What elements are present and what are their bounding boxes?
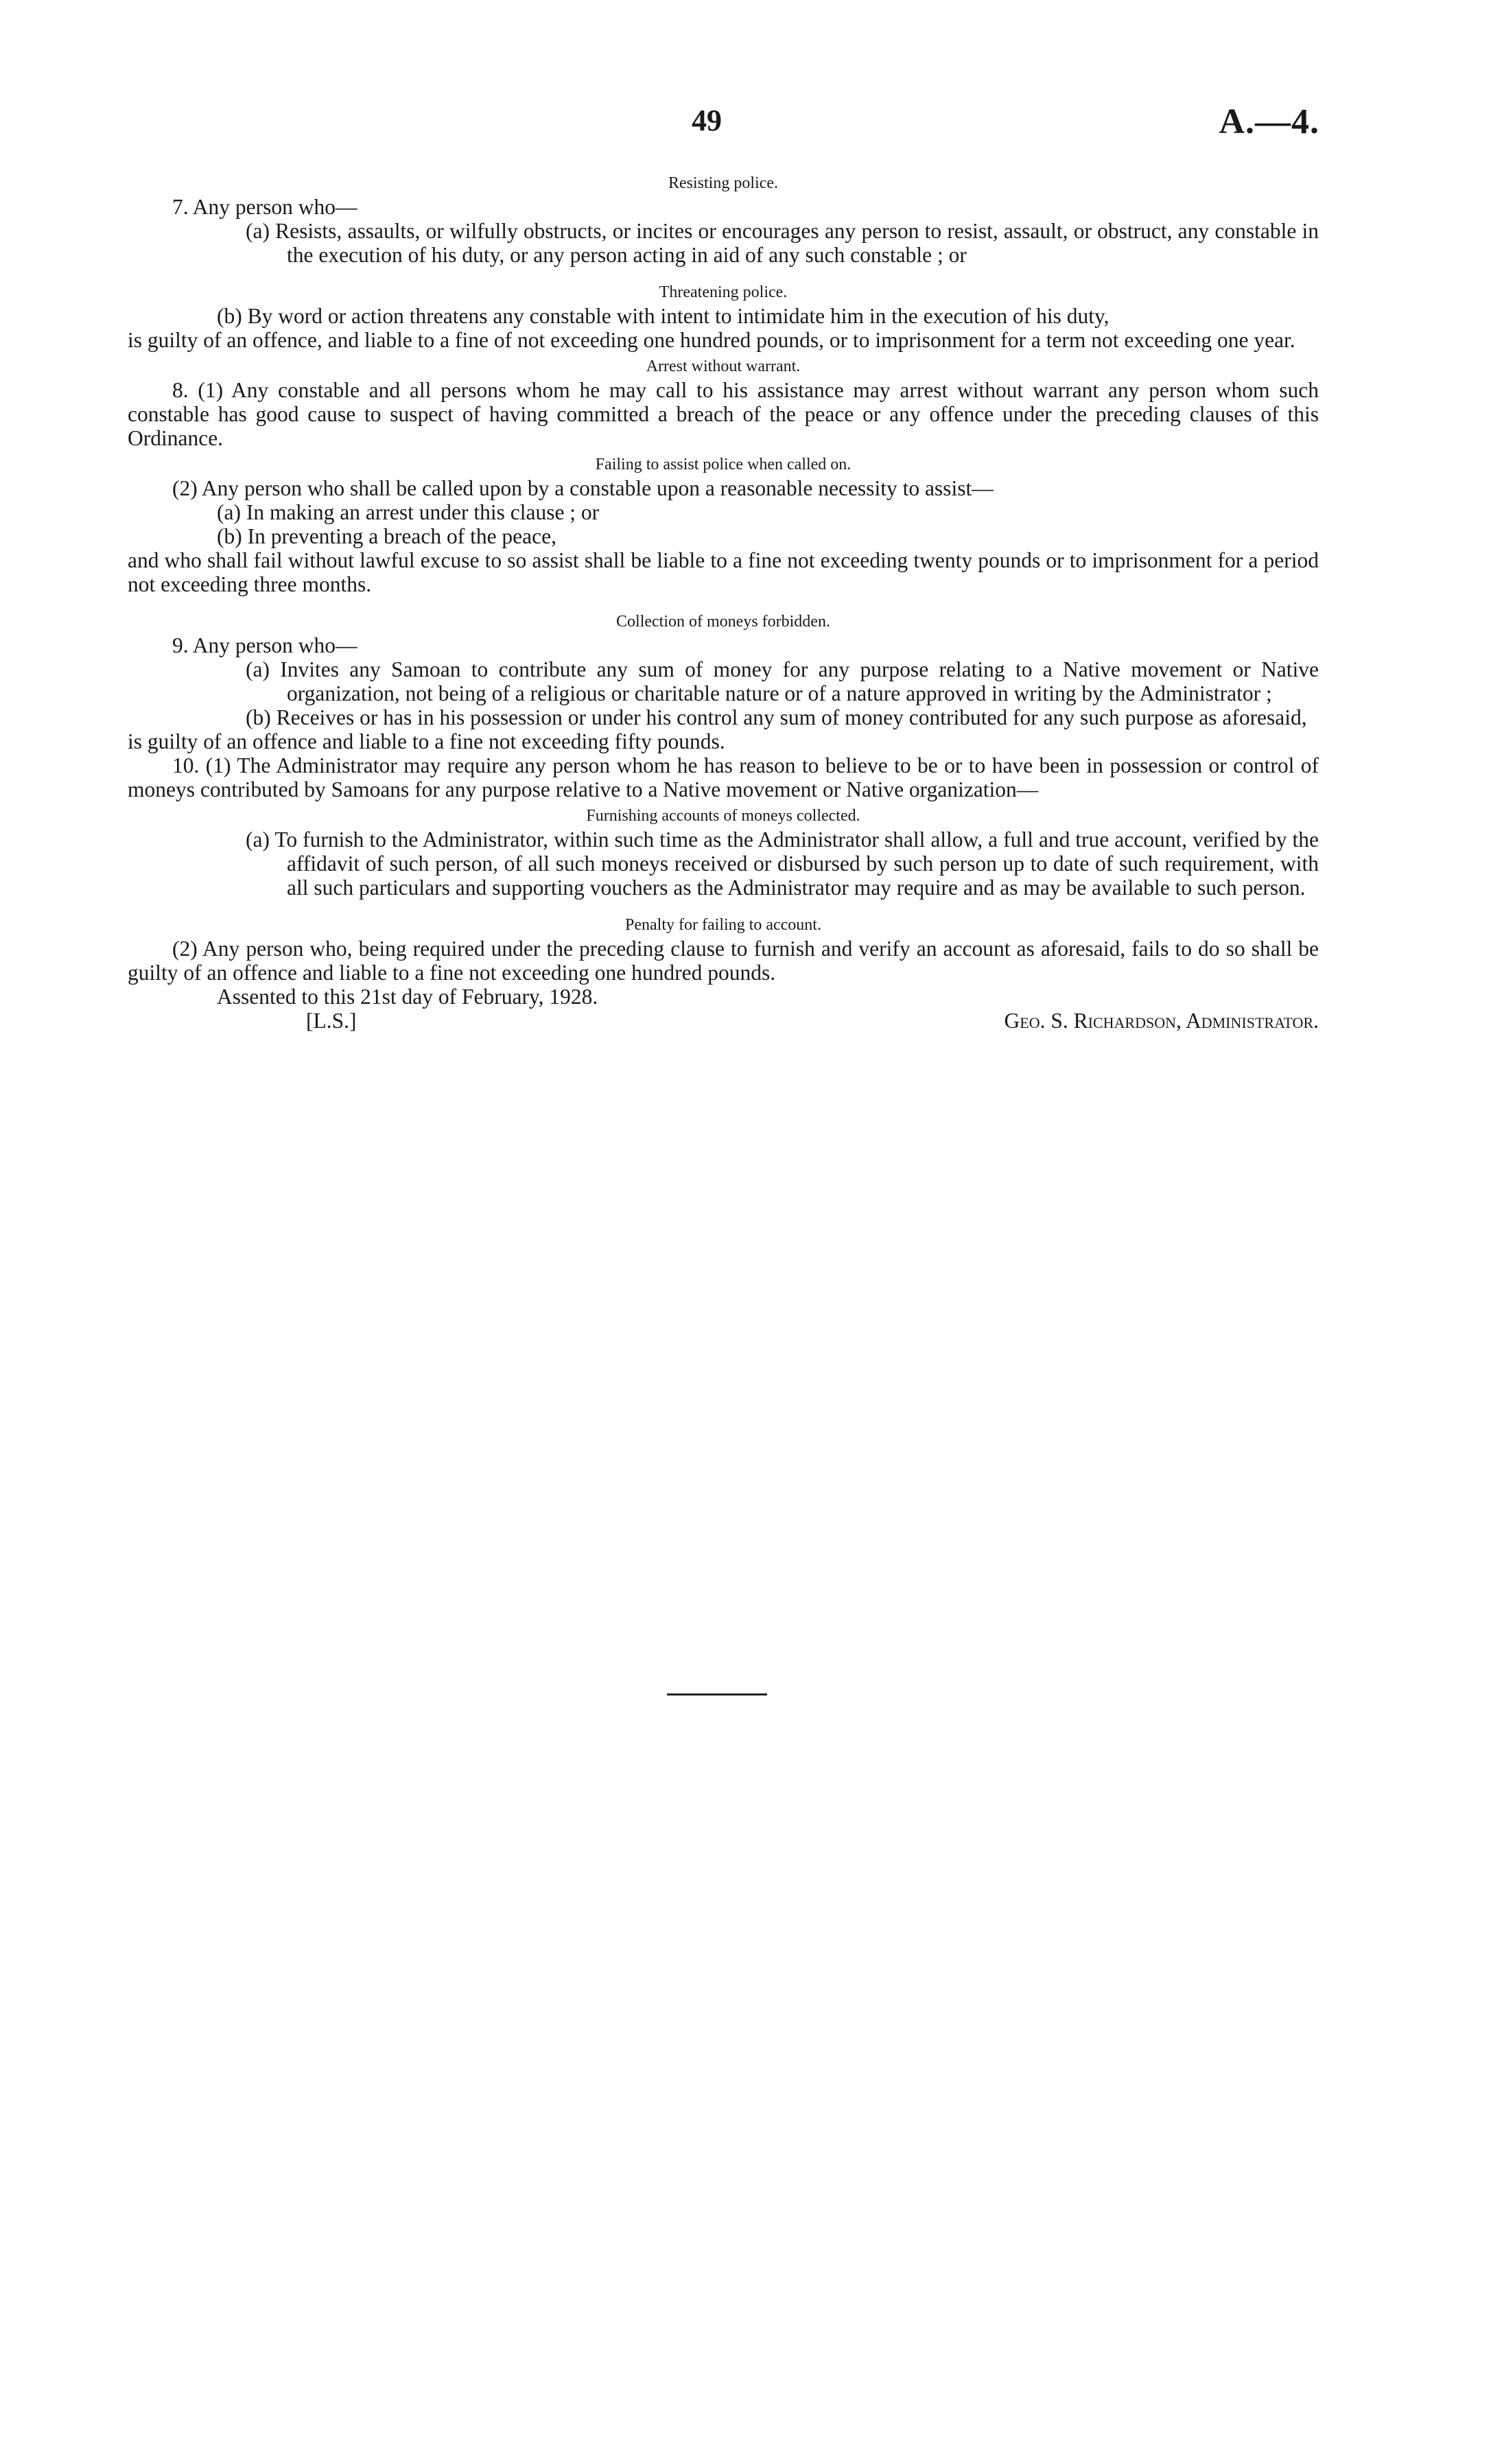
administrator-signature: Geo. S. Richardson, Administrator. (1004, 1009, 1319, 1033)
seal-mark: [L.S.] (306, 1009, 357, 1033)
clause-8-penalty: and who shall fail without lawful excuse to so assist shall be liable to a fine not exceeding twenty pounds or to imprisonment for a period not exceeding three months. (128, 548, 1319, 596)
marginal-heading-furnishing-accounts: Furnishing accounts of moneys collected. (586, 807, 860, 825)
clause-8-2-a: (a) In making an arrest under this clause ; or (217, 500, 600, 524)
clause-9-intro: 9. Any person who— (172, 633, 357, 657)
closing-rule (667, 1693, 767, 1696)
clause-7-intro: 7. Any person who— (172, 195, 357, 219)
document-reference: A.—4. (1219, 102, 1319, 141)
page-number: 49 (692, 104, 722, 137)
clause-7-penalty: is guilty of an offence, and liable to a fine of not exceeding one hundred pounds, or to imprisonment for a term not exceeding one year. (128, 328, 1295, 352)
clause-10-1: 10. (1) The Administrator may require any person whom he has reason to believe to be or to have been in possession or control of moneys contributed by Samoans for any purpose relative to a Native movement or Native organization— (128, 753, 1319, 801)
marginal-heading-failing-to-assist: Failing to assist police when called on. (595, 456, 852, 473)
marginal-heading-threatening-police: Threatening police. (659, 283, 788, 301)
assent-line: Assented to this 21st day of February, 1928. (217, 985, 598, 1009)
document-body (128, 169, 1319, 1035)
clause-8-2: (2) Any person who shall be called upon by a constable upon a reasonable necessity to assist— (172, 476, 994, 500)
clause-10-2: (2) Any person who, being required under the preceding clause to furnish and verify an account as aforesaid, fails to do so shall be guilty of an offence and liable to a fine not exceeding one hundred pounds. (128, 937, 1319, 985)
clause-8-2-b: (b) In preventing a breach of the peace, (217, 524, 556, 548)
marginal-heading-penalty-account: Penalty for failing to account. (625, 916, 821, 934)
clause-7-a: (a) Resists, assaults, or wilfully obstructs, or incites or encourages any person to resist, assault, or obstruct, any constable in the execution of his duty, or any person acting in aid of any such constable ; or (246, 219, 1319, 267)
signature-block (128, 1009, 1319, 1035)
marginal-heading-collection-forbidden: Collection of moneys forbidden. (616, 613, 830, 631)
clause-10-a: (a) To furnish to the Administrator, within such time as the Administrator shall allow, a full and true account, verified by the affidavit of such person, of all such moneys received or disbursed by such person up to date of such requirement, with all such particulars and supporting vouchers as the Administrator may require and as may be available to such person. (246, 828, 1319, 900)
clause-8-1: 8. (1) Any constable and all persons whom he may call to his assistance may arrest without warrant any person whom such constable has good cause to suspect of having committed a breach of the peace or any offence under the preceding clauses of this Ordinance. (128, 378, 1319, 450)
clause-9-penalty: is guilty of an offence and liable to a fine not exceeding fifty pounds. (128, 729, 725, 753)
marginal-heading-arrest: Arrest without warrant. (646, 357, 801, 375)
marginal-heading-resisting-police: Resisting police. (668, 174, 778, 192)
clause-7-b: (b) By word or action threatens any constable with intent to intimidate him in the execution of his duty, (217, 304, 1110, 328)
clause-9-b: (b) Receives or has in his possession or under his control any sum of money contributed for any such purpose as aforesaid, (246, 705, 1307, 729)
clause-9-a: (a) Invites any Samoan to contribute any sum of money for any purpose relating to a Native movement or Native organization, not being of a religious or charitable nature or of a nature approved in writing by the Administrator ; (246, 657, 1319, 705)
